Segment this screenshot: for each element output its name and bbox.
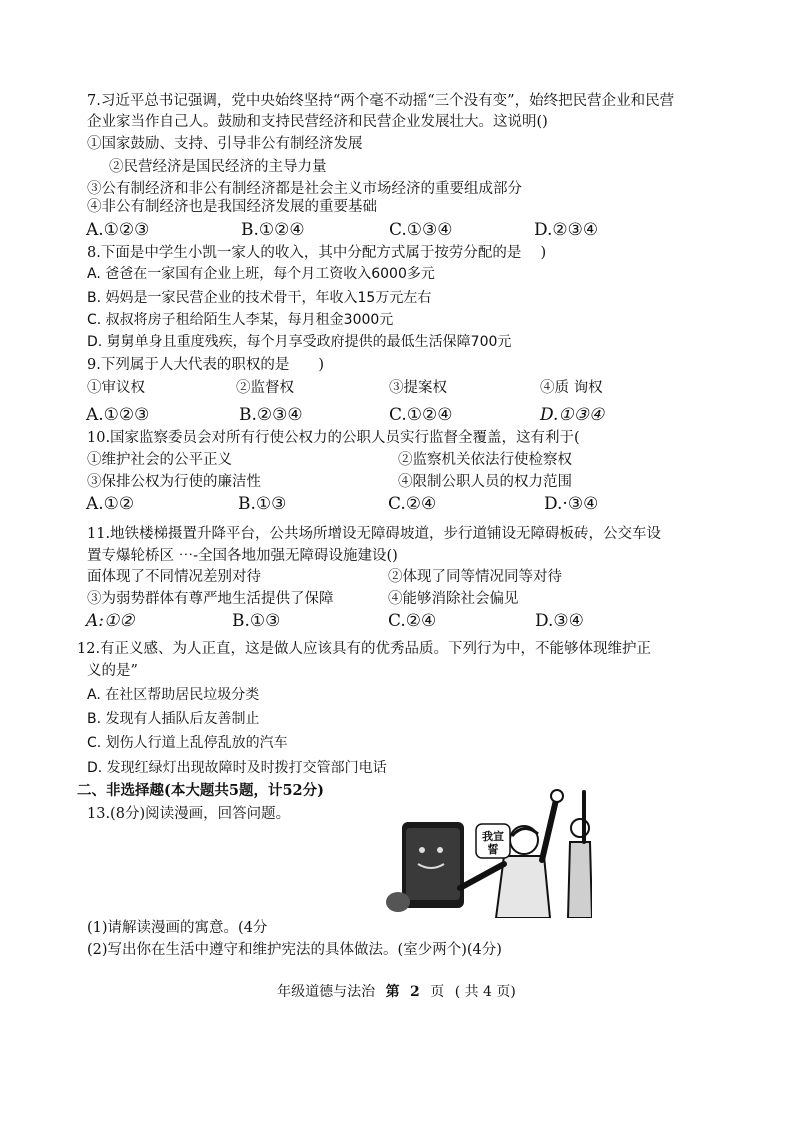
q7-option-b: B.①②④ [241,220,305,240]
q11-option-d: D.③④ [535,611,584,631]
q13-stem: 13.(8分)阅读漫画，回答问题。 [87,806,291,822]
q7-option-c: C.①③④ [389,220,453,240]
q9-statement-1: ①审议权 [87,380,145,396]
q8-option-d: D. 舅舅单身且重度残疾，每个月享受政府提供的最低生活保障700元 [87,334,512,350]
q11-statement-3: ③为弱势群体有尊严地生活提供了保障 [87,591,334,607]
q9-option-a: A.①②③ [86,405,150,425]
q8-option-b: B. 妈妈是一家民营企业的技术骨干，年收入15万元左右 [87,290,432,306]
q11-option-c: C.②④ [388,611,437,631]
q12-option-c: C. 划伤人行道上乱停乱放的汽车 [87,735,288,751]
q8-option-c: C. 叔叔将房子租给陌生人李某，每月租金3000元 [87,312,394,328]
q7-stem-line1: 7.习近平总书记强调，党中央始终坚持“两个毫不动摇“三个没有变”，始终把民营企业和民营 [87,93,675,109]
cartoon-speech-text: 我宣誓 [482,830,504,856]
section-heading: 二、非选择趣(本大题共5题，计52分) [77,782,324,799]
q9-statement-3: ③提案权 [389,380,447,396]
q9-stem: 9.下列属于人大代表的职权的是 ) [87,357,324,373]
q12-stem-line1: 12.有正义感、为人正直，这是做人应该具有的优秀品质。下列行为中，不能够体现维护正 [77,641,652,657]
footer-total-pages: ( 共 4 页) [454,984,516,1000]
q7-statement-2: ②民营经济是国民经济的主导力量 [109,159,327,175]
q10-option-b: B.①③ [238,494,287,514]
q7-option-d: D.②③④ [534,220,599,240]
q9-option-b: B.②③④ [239,405,303,425]
q11-option-a: A:①② [86,611,135,631]
footer-page-number: 2 [410,984,420,1000]
q13-part-1: (1)请解读漫画的寓意。(4分 [87,920,268,936]
q9-option-c: C.①②④ [389,405,453,425]
q11-statement-1: 面体现了不同情况差别对待 [87,569,261,585]
page-footer [0,982,793,1002]
q10-option-a: A.①② [86,494,135,514]
q10-statement-3: ③保排公权为行使的廉洁性 [87,474,261,490]
q11-statement-2: ②体现了同等情况同等对待 [388,569,562,585]
q11-option-b: B.①③ [232,611,281,631]
q12-option-a: A. 在社区帮助居民垃圾分类 [87,687,260,703]
q11-statement-4: ④能够消除社会偏见 [388,591,519,607]
q10-stem: 10.国家监察委员会对所有行使公权力的公职人员实行监督全覆盖，这有利于( [87,430,580,446]
q10-statement-4: ④限制公职人员的权力范围 [398,474,572,490]
q12-option-d: D. 发现红绿灯出现故障时及时拨打交管部门电话 [87,760,387,776]
q7-statement-4: ④非公有制经济也是我国经济发展的重要基础 [87,199,377,215]
footer-page-suffix: 页 [430,984,445,1000]
q10-option-c: C.②④ [388,494,437,514]
q10-statement-1: ①维护社会的公平正义 [87,452,232,468]
footer-subject: 年级道德与法治 [277,984,376,1000]
q7-statement-3: ③公有制经济和非公有制经济都是社会主义市场经济的重要组成部分 [87,181,522,197]
q7-statement-1: ①国家鼓励、支持、引导非公有制经济发展 [87,136,363,152]
q8-option-a: A. 爸爸在一家国有企业上班，每个月工资收入6000多元 [87,266,435,282]
q7-option-a: A.①②③ [86,220,150,240]
q11-stem-line1: 11.地铁楼梯摄置升降平台，公共场所增设无障碍坡道，步行道铺设无障碍板砖，公交车设 [87,526,662,542]
q11-stem-line2: 置专爆轮桥区 ⋯-全国各地加强无障碍设施建设() [87,548,398,564]
q7-stem-line2: 企业家当作自己人。鼓励和支持民营经济和民营企业发展壮大。这说明() [87,114,548,130]
q10-statement-2: ②监察机关依法行使检察权 [398,452,572,468]
q10-option-d: D.·③④ [544,494,599,514]
q9-option-d: D.①③④ [540,405,605,425]
q9-statement-2: ②监督权 [236,380,294,396]
q12-stem-line2: 义的是” [87,663,138,679]
q13-part-2: (2)写出你在生活中遵守和维护宪法的具体做法。(室少两个)(4分) [87,942,502,958]
q12-option-b: B. 发现有人插队后友善制止 [87,711,260,727]
q8-stem: 8.下面是中学生小凯一家人的收入，其中分配方式属于按劳分配的是 ) [87,245,547,261]
oath-cartoon-image [384,784,592,918]
footer-page-prefix: 第 [385,984,400,1000]
q9-statement-4: ④质 询权 [540,380,603,396]
